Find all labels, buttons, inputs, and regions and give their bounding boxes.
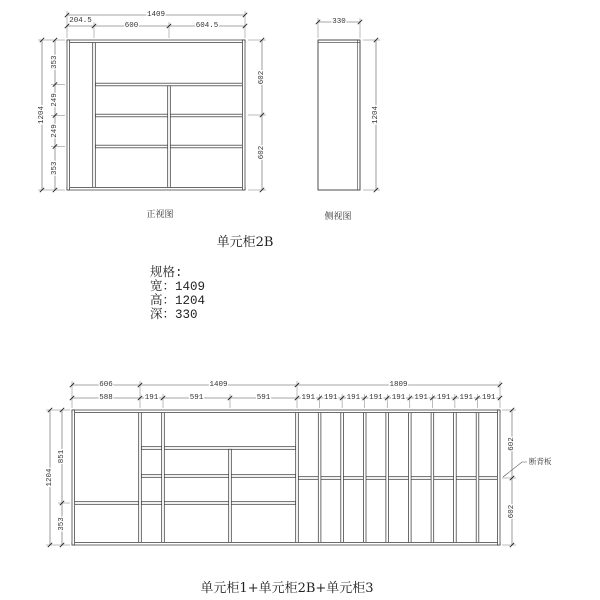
front-view-width-part-label: 204.5 xyxy=(69,17,92,25)
side-view-caption: 侧视图 xyxy=(324,212,352,222)
side-panel-outline xyxy=(318,40,360,190)
front-view-panels xyxy=(67,40,245,190)
front-view-height-part-label: 353 xyxy=(51,55,59,69)
front-view-height-part-label: 249 xyxy=(51,124,59,138)
right-side-panel xyxy=(242,40,245,190)
compartment-width-label: 191 xyxy=(346,394,361,402)
side-view-panels xyxy=(318,40,360,190)
compartment-width-label: 191 xyxy=(369,394,383,402)
compartment-width-label: 191 xyxy=(391,394,406,402)
front-view-overall-width-label: 1409 xyxy=(146,11,166,19)
specs-block xyxy=(150,264,205,322)
vertical-divider-panel xyxy=(168,86,171,188)
vertical-divider-panel xyxy=(162,413,165,543)
spec-height: 高：1204 xyxy=(150,294,206,308)
spec-depth: 深：330 xyxy=(150,308,198,322)
compartment-width-label: 191 xyxy=(482,394,496,402)
side-view-height-label: 1204 xyxy=(372,105,380,125)
bottom-panel xyxy=(67,187,245,190)
compartment-width-label: 191 xyxy=(436,394,451,402)
combined-overall-width-label: 1409 xyxy=(209,381,228,389)
front-view-height-part-label: 353 xyxy=(51,161,59,175)
compartment-width-label: 191 xyxy=(144,394,159,402)
right-side-panel xyxy=(497,410,500,545)
vertical-divider-panel xyxy=(409,413,412,543)
front-view-right-height-label: 602 xyxy=(258,70,266,85)
compartment-width-label: 591 xyxy=(256,394,271,402)
combined-view xyxy=(46,381,552,596)
shelf-panel xyxy=(75,502,139,505)
left-side-panel xyxy=(72,410,75,545)
compartment-width-label: 191 xyxy=(459,394,473,402)
compartment-width-label: 191 xyxy=(301,394,316,402)
combined-view-caption: 单元柜1+单元柜2B+单元柜3 xyxy=(200,581,374,596)
specs-heading: 规格: xyxy=(150,266,183,280)
combined-overall-height-label: 1204 xyxy=(46,468,54,487)
combined-left-height-label: 353 xyxy=(58,517,66,531)
vertical-divider-panel xyxy=(454,413,457,543)
compartment-width-label: 591 xyxy=(189,394,204,402)
combined-view-panels xyxy=(72,410,500,545)
combined-overall-width-label: 1809 xyxy=(389,381,408,389)
back-panel-note-leader xyxy=(503,462,527,477)
spec-width: 宽：1409 xyxy=(150,280,206,294)
front-view xyxy=(38,11,266,220)
front-view-width-part-label: 604.5 xyxy=(195,22,219,30)
back-panel-note: 断背板 xyxy=(529,457,552,466)
combined-overall-width-label: 606 xyxy=(99,381,113,389)
front-view-height-part-label: 249 xyxy=(51,93,59,107)
front-view-caption: 正视图 xyxy=(146,210,174,220)
vertical-divider-panel xyxy=(476,413,479,543)
side-view xyxy=(316,18,380,222)
left-side-panel xyxy=(67,40,70,190)
vertical-divider-panel xyxy=(318,413,321,543)
vertical-divider-panel xyxy=(341,413,344,543)
vertical-divider-panel xyxy=(386,413,389,543)
front-view-right-height-label: 602 xyxy=(258,145,266,160)
front-view-dimensions xyxy=(38,11,266,192)
side-view-depth-label: 330 xyxy=(332,18,346,26)
vertical-divider-panel xyxy=(139,413,142,543)
vertical-divider-panel xyxy=(296,413,299,543)
top-panel xyxy=(72,410,500,413)
vertical-divider-panel xyxy=(431,413,434,543)
vertical-divider-panel xyxy=(229,449,232,542)
compartment-width-label: 588 xyxy=(99,394,113,402)
shelf-panel xyxy=(95,83,242,86)
vertical-divider-panel xyxy=(93,43,96,188)
front-view-overall-height-label: 1204 xyxy=(38,105,46,125)
unit-title: 单元柜2B xyxy=(216,235,274,250)
shelf-panel xyxy=(298,477,497,480)
compartment-width-label: 191 xyxy=(414,394,428,402)
top-panel xyxy=(67,40,245,43)
vertical-divider-panel xyxy=(363,413,366,543)
combined-right-height-label: 602 xyxy=(508,437,516,451)
bottom-panel xyxy=(72,542,500,545)
combined-right-height-label: 602 xyxy=(508,504,516,519)
front-view-width-part-label: 600 xyxy=(124,22,139,30)
compartment-width-label: 191 xyxy=(324,394,338,402)
combined-left-height-label: 851 xyxy=(58,449,66,464)
